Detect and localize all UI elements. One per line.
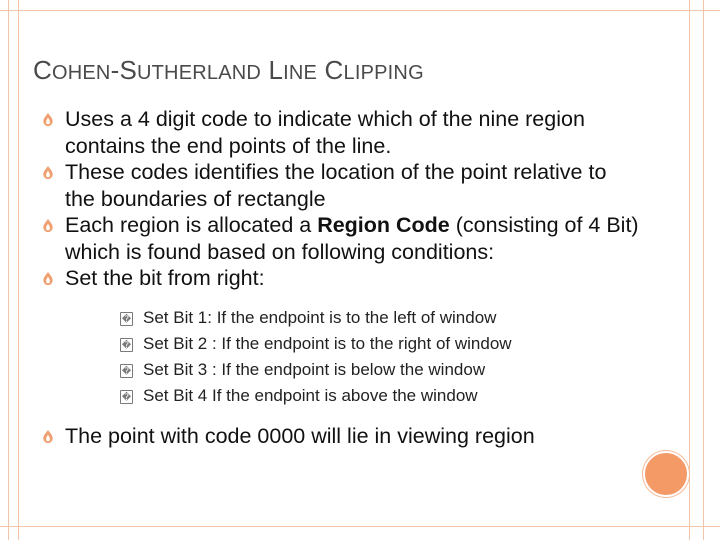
title-letter: C bbox=[33, 55, 52, 85]
bold-term: Region Code bbox=[317, 213, 450, 237]
checkbox-glyph-icon: � bbox=[121, 339, 132, 350]
bullet-item bbox=[40, 106, 640, 159]
checkbox-glyph-icon: � bbox=[121, 365, 132, 376]
bullet-text: The point with code 0000 will lie in viewing region bbox=[65, 423, 535, 448]
bullet-text: Uses a 4 digit code to indicate which of the nine region contains the end points of the line. bbox=[65, 107, 585, 158]
title-letter: S bbox=[119, 55, 137, 85]
sub-bullet-text: Set Bit 4 If the endpoint is above the window bbox=[143, 385, 478, 405]
flame-icon bbox=[40, 112, 56, 127]
title-word: LIPPING bbox=[343, 62, 424, 84]
sub-bullet-text: Set Bit 2 : If the endpoint is to the right of window bbox=[143, 333, 512, 353]
flame-icon bbox=[40, 271, 56, 286]
checkbox-glyph-icon: � bbox=[121, 391, 132, 402]
bullet-list bbox=[40, 106, 640, 449]
decorative-vertical-line bbox=[8, 0, 9, 540]
decorative-circle bbox=[643, 451, 689, 497]
sub-bullet-item bbox=[120, 331, 640, 357]
decorative-vertical-line bbox=[703, 0, 704, 540]
flame-icon bbox=[40, 165, 56, 180]
checkbox-glyph-icon: � bbox=[121, 313, 132, 324]
bullet-text bbox=[65, 213, 639, 264]
bullet-text-part: (consisting of 4 Bit) which is found based on following conditions: bbox=[65, 213, 639, 264]
bullet-item bbox=[40, 423, 640, 450]
sub-bullet-text: Set Bit 3 : If the endpoint is below the window bbox=[143, 359, 486, 379]
decorative-vertical-line bbox=[689, 0, 690, 540]
decorative-vertical-line bbox=[18, 0, 19, 540]
sub-bullet-item bbox=[120, 357, 640, 383]
bullet-text: These codes identifies the location of the point relative to the boundaries of rectangle bbox=[65, 160, 607, 211]
sub-bullet-item bbox=[120, 305, 640, 331]
decorative-horizontal-line bbox=[0, 526, 720, 527]
sub-bullet-item bbox=[120, 383, 640, 409]
flame-icon bbox=[40, 429, 56, 444]
title-separator: - bbox=[110, 55, 120, 85]
title-word: OHEN bbox=[51, 62, 111, 84]
sub-bullet-list bbox=[65, 305, 640, 409]
title-word: INE bbox=[283, 62, 318, 84]
bullet-text-part: Each region is allocated a bbox=[65, 213, 318, 237]
sub-bullet-text: Set Bit 1: If the endpoint is to the left of window bbox=[143, 307, 497, 327]
bullet-text: Set the bit from right: bbox=[65, 266, 265, 290]
bullet-item bbox=[40, 159, 640, 212]
bullet-item bbox=[40, 265, 640, 409]
bullet-item bbox=[40, 212, 640, 265]
slide-title bbox=[33, 55, 424, 86]
flame-icon bbox=[40, 218, 56, 233]
decorative-horizontal-line bbox=[0, 10, 720, 11]
title-letter: C bbox=[324, 55, 344, 85]
title-letter: L bbox=[268, 55, 284, 85]
title-word: UTHERLAND bbox=[136, 62, 262, 84]
